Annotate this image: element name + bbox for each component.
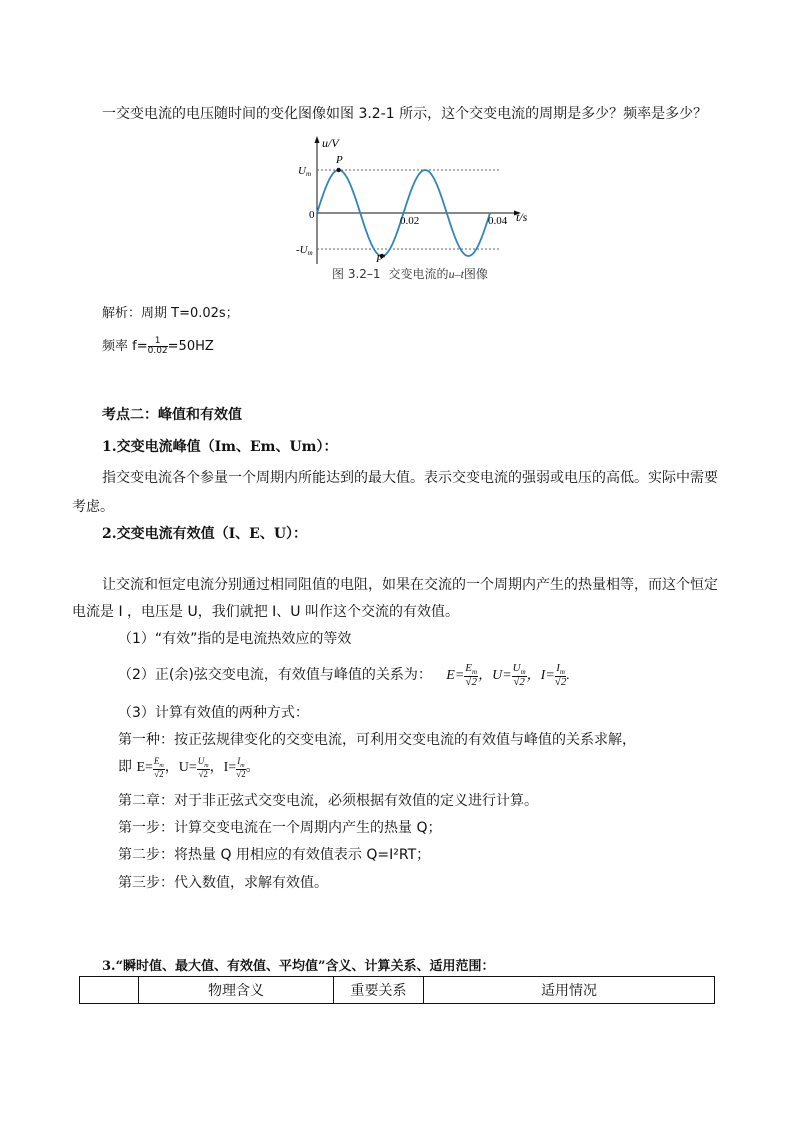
peak-value-para-line2: 考虑。 [72,499,114,515]
point-p2-label: P′ [376,253,386,265]
solution-frequency: 频率 f= $\frac{1}{0.02}$ =50HZ [102,336,214,356]
tick-label-0.04: 0.04 [488,215,508,227]
point-p-label: P [336,154,343,166]
table-header-cell [80,977,139,1004]
solution-period: 解析：周期 T=0.02s； [102,306,239,321]
method-1-formula: 即 E= $\frac{E_m}{√2}$ ，U= $\frac{U_m}{√2}$ ，I= $\frac{I_m}{√2}$ 。 [118,755,260,779]
step-2: 第二步：将热量 Q 用相应的有效值表示 Q=I²RT； [118,847,431,863]
frequency-fraction: $\frac{1}{0.02}$ [147,336,168,356]
table-header-cell: 适用情况 [424,977,715,1004]
x-axis-label: t/s [516,210,528,224]
tick-label-0.02: 0.02 [400,215,420,227]
method-1: 第一种：按正弦规律变化的交变电流，可利用交变电流的有效值与峰值的关系求解， [118,732,636,748]
list-item-1: （1）“有效”指的是电流热效应的等效 [118,631,352,647]
section3-title: 3.“瞬时值、最大值、有效值、平均值”含义、计算关系、适用范围： [102,959,495,974]
effective-value-para-line2: 电流是 I ，电压是 U，我们就把 I、U 叫作这个交流的有效值。 [72,604,460,620]
y-axis-arrow [315,136,320,143]
neg-um-label: -Um [296,244,313,257]
table-header-row [80,977,715,1004]
y-axis-label: u/V [322,136,339,150]
table-header-cell: 物理含义 [139,977,334,1004]
comparison-table [79,976,715,1004]
table-header-cell: 重要关系 [334,977,424,1004]
origin-label: 0 [309,209,315,221]
section2-title: 考点二：峰值和有效值 [102,407,242,423]
peak-value-para-line1: 指交变电流各个参量一个周期内所能达到的最大值。表示交变电流的强弱或电压的高低。实际中需要 [102,470,718,486]
effective-value-heading: 2.交变电流有效值（I、E、U）： [102,526,308,542]
point-p-marker [336,168,340,172]
peak-value-heading: 1.交变电流峰值（Im、Em、Um）： [102,439,338,455]
list-item-2: （2）正(余)弦交变电流，有效值与峰值的关系为： E= $\frac{E_m}{√2}$ ，U= $\frac{U_m}{√2}$ ，I= $\frac{I_m}{√2}$ . [118,662,570,689]
ut-graph [296,132,536,292]
effective-value-para-line1: 让交流和恒定电流分别通过相同阻值的电阻，如果在交流的一个周期内产生的热量相等，而这个恒定 [102,577,718,593]
sine-relation-formula: E= $\frac{E_m}{√2}$ ，U= $\frac{U_m}{√2}$ ，I= $\frac{I_m}{√2}$ . [446,662,570,689]
question-text: 一交变电流的电压随时间的变化图像如图 3.2-1 所示，这个交变电流的周期是多少？频率是多少？ [102,106,708,122]
method-2: 第二章：对于非正弦式交变电流，必须根据有效值的定义进行计算。 [118,793,538,809]
step-1: 第一步：计算交变电流在一个周期内产生的热量 Q； [118,820,442,836]
um-label: Um [298,165,312,178]
list-item-3: （3）计算有效值的两种方式： [118,705,309,721]
figure-caption: 图 3.2–1 交变电流的u–t图像 [332,267,488,281]
step-3: 第三步：代入数值，求解有效值。 [118,875,328,891]
